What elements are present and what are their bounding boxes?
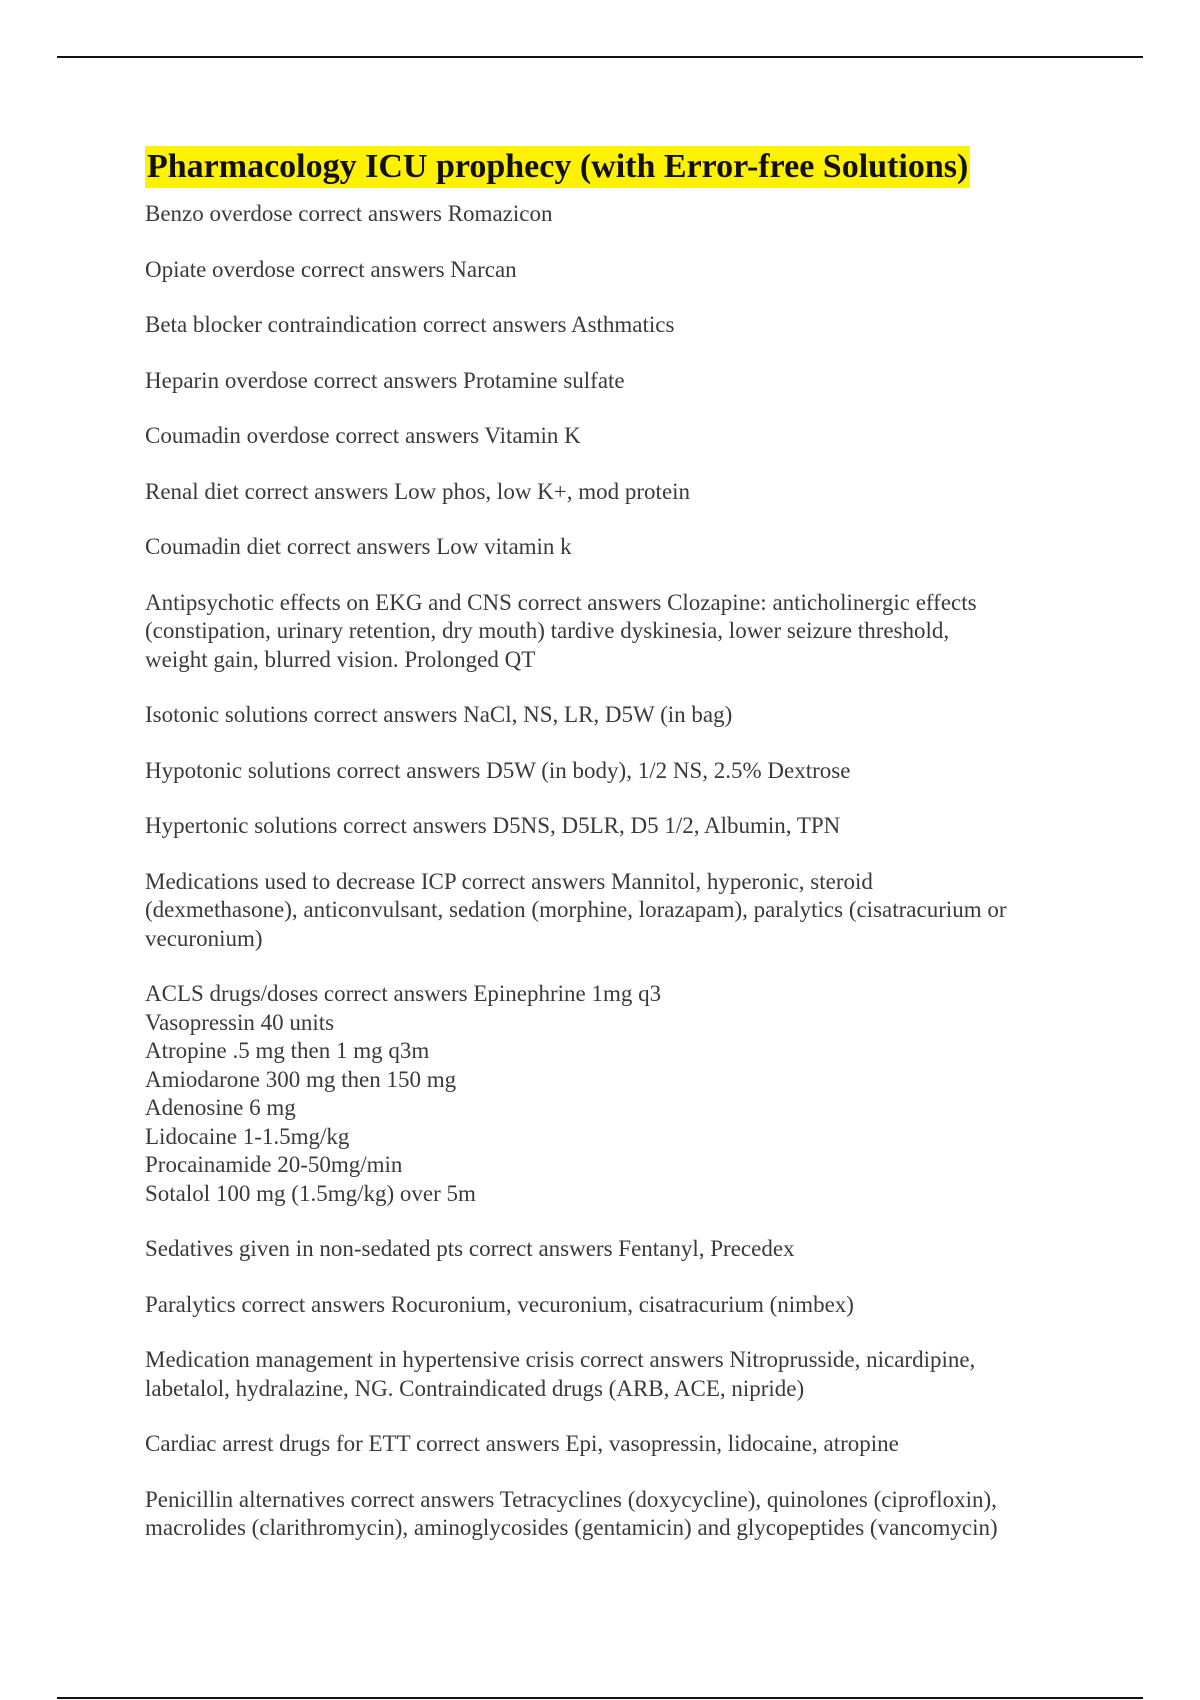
qa-answer: Rocuronium, vecuronium, cisatracurium (nimbex) <box>390 1291 854 1317</box>
qa-answer: Protamine sulfate <box>463 367 625 393</box>
qa-answer: Low phos, low K+, mod protein <box>394 478 691 504</box>
qa-item <box>145 980 1085 1208</box>
qa-question: Cardiac arrest drugs for ETT <box>145 1431 411 1456</box>
qa-answer: Fentanyl, Precedex <box>618 1236 795 1261</box>
qa-question: Hypotonic solutions <box>145 757 331 783</box>
qa-answer: D5NS, D5LR, D5 1/2, Albumin, TPN <box>492 813 841 838</box>
qa-separator: correct answers <box>410 1431 566 1456</box>
qa-item <box>145 422 1085 451</box>
qa-separator: correct answers <box>417 312 571 337</box>
qa-answer: Epi, vasopressin, lidocaine, atropine <box>565 1431 899 1456</box>
qa-question: Opiate overdose <box>145 256 296 282</box>
qa-answer: Narcan <box>450 256 517 282</box>
qa-question: Hypertonic solutions <box>145 813 338 838</box>
qa-separator: correct answers <box>330 757 487 783</box>
qa-separator: correct answers <box>238 478 395 504</box>
qa-question: Medications used to decrease ICP <box>145 868 456 894</box>
qa-answer: Tetracyclines (doxycycline), quinolones (ciprofloxin), macrolides (clarithromycin), aminoglycosides (gentamicin) and glycopeptides (vancomycin) <box>145 1486 998 1540</box>
qa-item <box>145 367 1085 396</box>
qa-item <box>145 1346 1085 1403</box>
qa-item <box>145 1291 1085 1320</box>
qa-separator: correct answers <box>307 367 464 393</box>
qa-item <box>145 1235 1085 1264</box>
qa-answer: D5W (in body), 1/2 NS, 2.5% Dextrose <box>486 757 851 783</box>
qa-separator: correct answers <box>463 1236 619 1261</box>
qa-separator: correct answers <box>574 1347 730 1372</box>
qa-question: ACLS drugs/doses <box>145 981 319 1006</box>
qa-separator: correct answers <box>337 813 493 838</box>
bottom-rule <box>57 1697 1143 1699</box>
qa-question: Renal diet <box>145 478 239 504</box>
qa-separator: correct answers <box>455 868 612 894</box>
qa-question: Antipsychotic effects on EKG and CNS <box>145 589 512 615</box>
qa-separator: correct answers <box>318 981 474 1006</box>
qa-item <box>145 812 1085 841</box>
qa-separator: correct answers <box>292 201 448 226</box>
qa-question: Medication management in hypertensive crisis <box>145 1347 575 1372</box>
qa-question: Benzo overdose <box>145 201 293 226</box>
qa-answer: Nitroprusside, nicardipine, labetalol, hydralazine, NG. Contraindicated drugs (ARB, ACE, nipride) <box>145 1347 976 1401</box>
qa-item <box>145 478 1085 507</box>
qa-separator: correct answers <box>235 1291 391 1317</box>
qa-answer: Low vitamin k <box>436 534 572 559</box>
qa-item <box>145 311 1085 340</box>
qa-question: Paralytics <box>145 1291 236 1317</box>
qa-separator: correct answers <box>307 702 464 727</box>
qa-item <box>145 1486 1085 1543</box>
qa-item <box>145 868 1085 954</box>
qa-separator: correct answers <box>511 589 668 615</box>
qa-separator: correct answers <box>344 1486 500 1512</box>
qa-separator: correct answers <box>329 423 485 448</box>
qa-question: Heparin overdose <box>145 367 308 393</box>
qa-question: Coumadin diet <box>145 534 282 559</box>
top-rule <box>57 56 1143 58</box>
qa-answer: Asthmatics <box>570 312 675 337</box>
qa-answer: Vitamin K <box>484 423 581 448</box>
qa-item <box>145 701 1085 730</box>
qa-answer: Clozapine: anticholinergic effects (constipation, urinary retention, dry mouth) tardive dyskinesia, lower seizure threshold, weight gain, blurred vision. Prolonged QT <box>145 589 977 672</box>
qa-question: Coumadin overdose <box>145 423 330 448</box>
qa-answer: NaCl, NS, LR, D5W (in bag) <box>463 702 733 727</box>
qa-item <box>145 256 1085 285</box>
qa-item <box>145 1430 1085 1459</box>
qa-question: Sedatives given in non-sedated pts <box>145 1236 464 1261</box>
document-page <box>145 146 1085 1570</box>
qa-separator: correct answers <box>295 256 451 282</box>
qa-answer: Epinephrine 1mg q3 Vasopressin 40 units Atropine .5 mg then 1 mg q3m Amiodarone 300 mg then 150 mg Adenosine 6 mg Lidocaine 1-1.5mg/kg Procainamide 20-50mg/min Sotalol 100 mg (1.5mg/kg) over 5m <box>145 981 662 1206</box>
qa-question: Beta blocker contraindication <box>145 312 418 337</box>
qa-question: Isotonic solutions <box>145 702 308 727</box>
qa-answer: Mannitol, hyperonic, steroid (dexmethasone), anticonvulsant, sedation (morphine, lorazapam), paralytics (cisatracurium or vecuronium) <box>145 868 1007 951</box>
qa-question: Penicillin alternatives <box>145 1486 345 1512</box>
qa-item <box>145 200 1085 229</box>
document-title: Pharmacology ICU prophecy (with Error-free Solutions) <box>145 146 970 188</box>
qa-separator: correct answers <box>281 534 437 559</box>
qa-item <box>145 533 1085 562</box>
qa-item <box>145 757 1085 786</box>
qa-item <box>145 589 1085 675</box>
qa-answer: Romazicon <box>447 201 553 226</box>
